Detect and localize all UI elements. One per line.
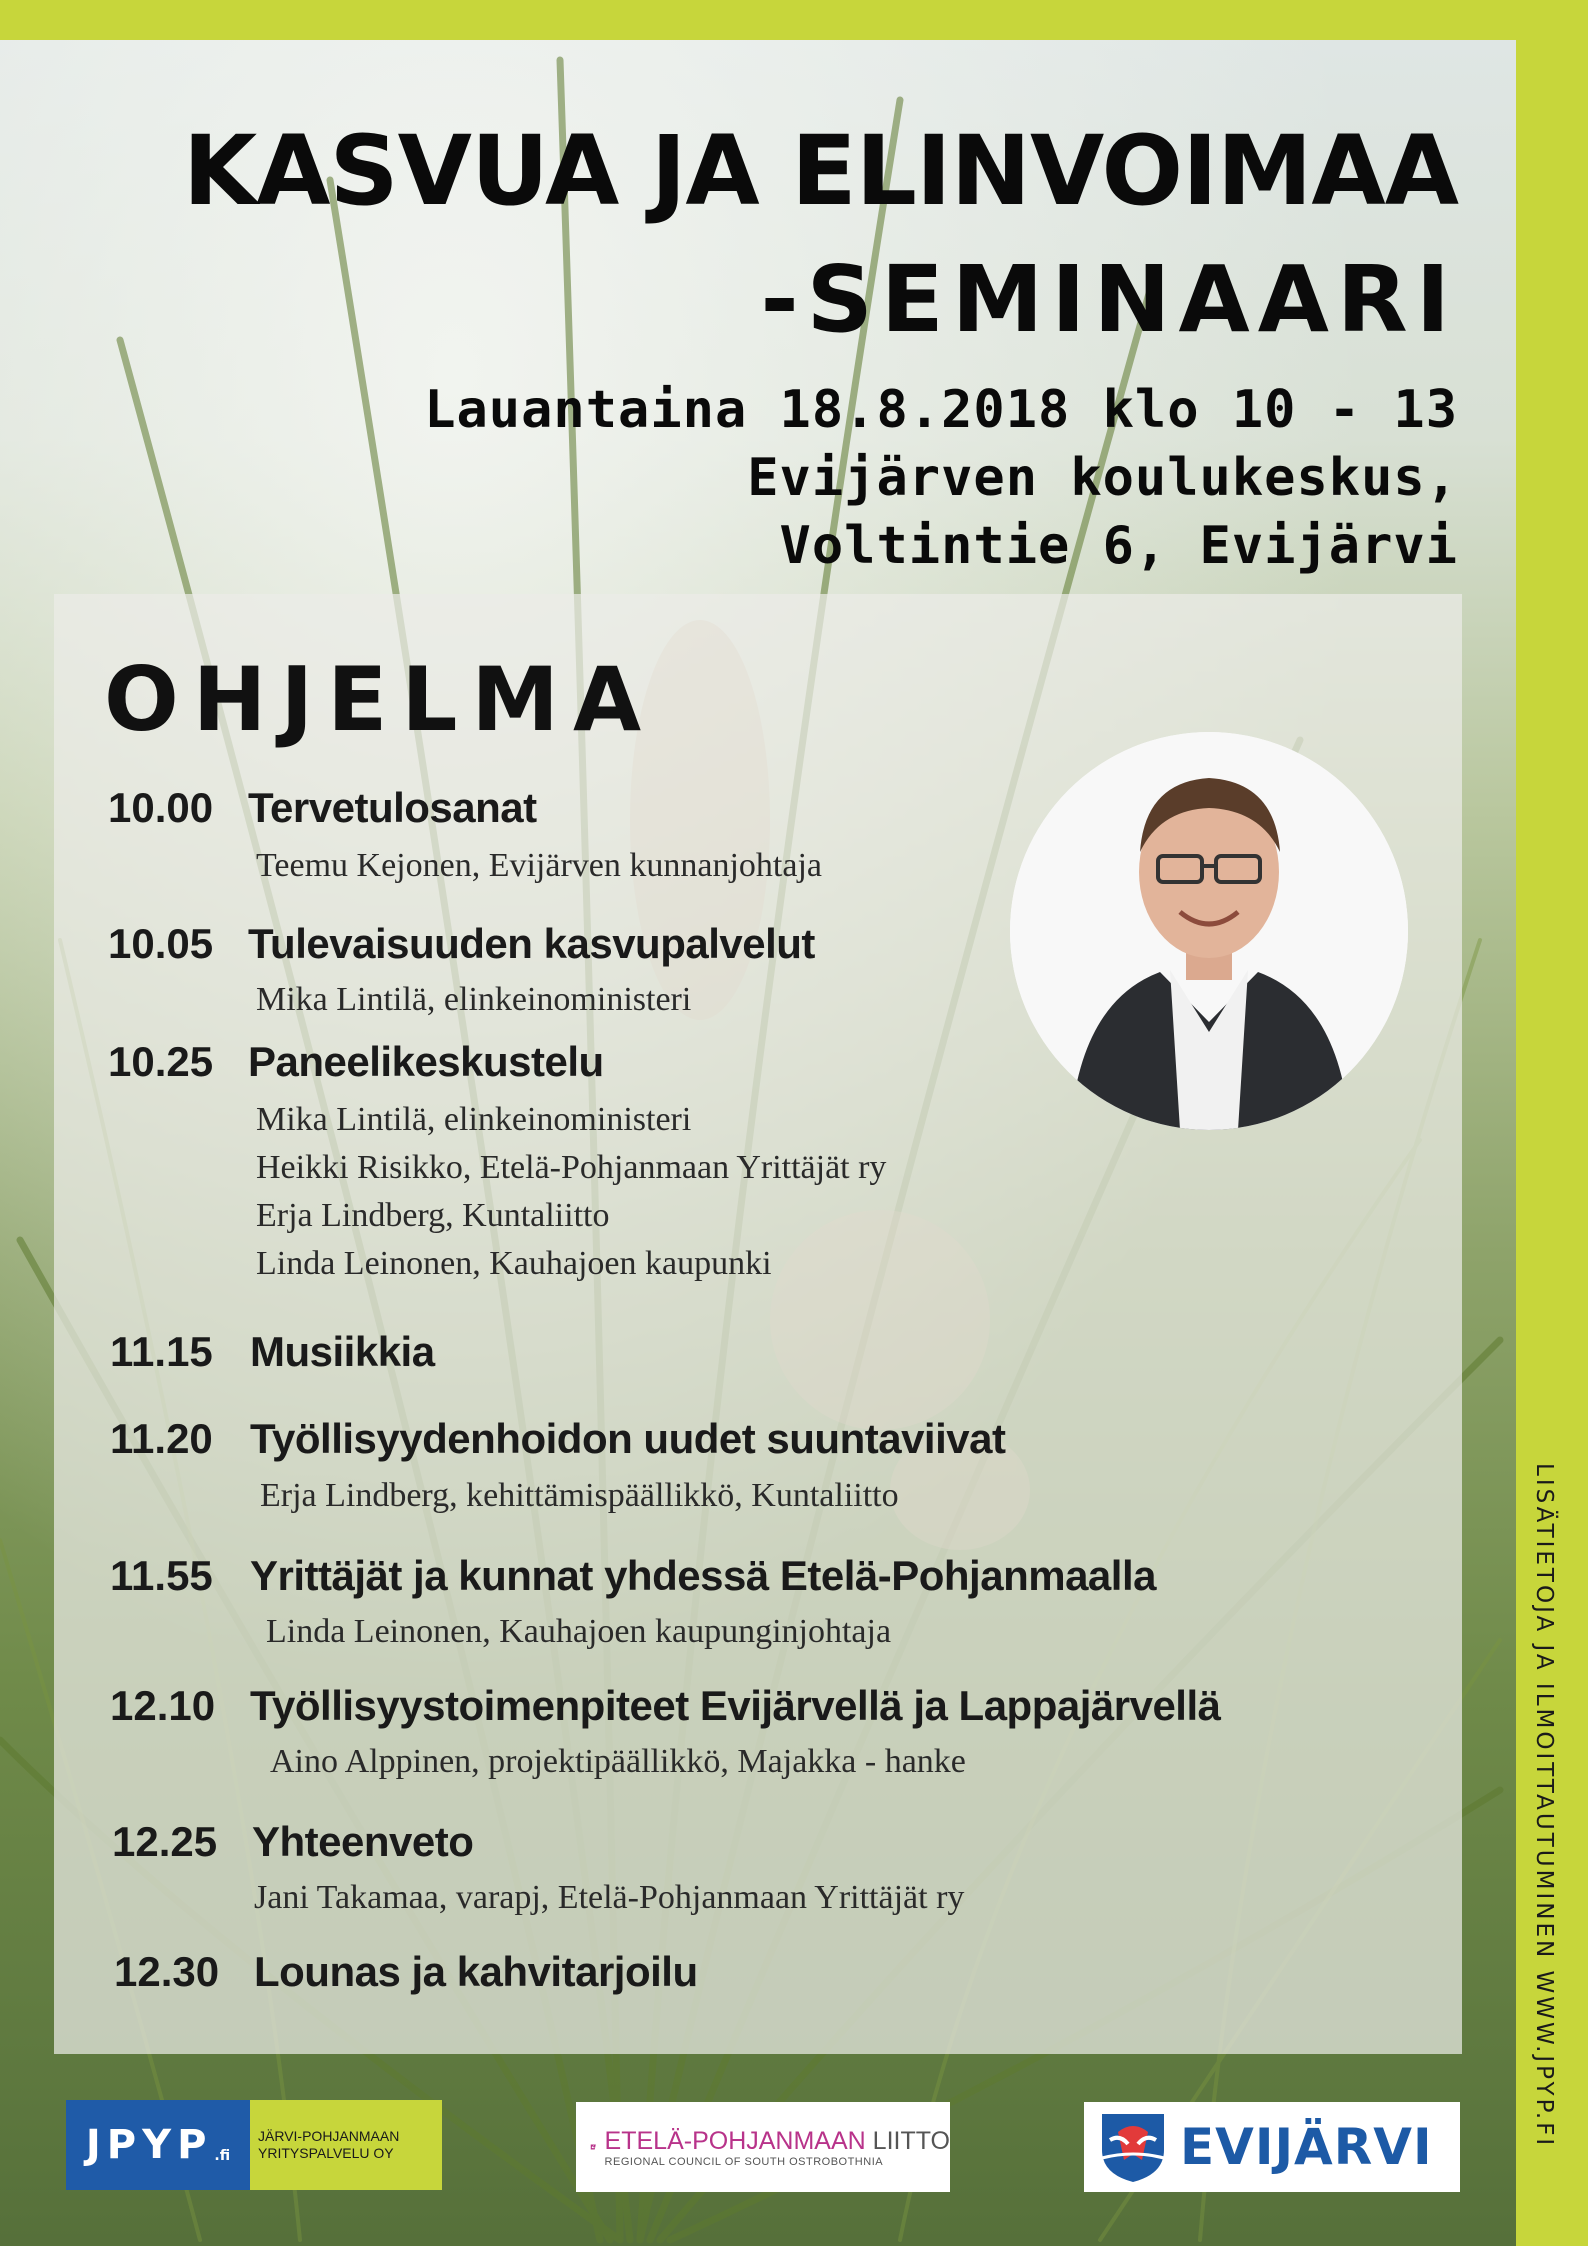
- program-item-title: Lounas ja kahvitarjoilu: [254, 1948, 698, 1995]
- program-item-time: 11.20: [110, 1415, 213, 1462]
- program-item-time: 10.05: [108, 920, 214, 967]
- ep-subtitle: REGIONAL COUNCIL OF SOUTH OSTROBOTHNIA: [604, 2155, 884, 2168]
- event-venue: Evijärven koulukeskus,: [747, 448, 1458, 508]
- program-heading: OHJELMA: [104, 648, 656, 751]
- program-item-speaker: Aino Alppinen, projektipäällikkö, Majakka - hanke: [270, 1743, 966, 1780]
- program-item-title: Yrittäjät ja kunnat yhdessä Etelä-Pohjanmaalla: [250, 1552, 1156, 1599]
- jpyp-logo: [66, 2100, 442, 2190]
- swan-icon: [590, 2112, 597, 2182]
- evijarvi-logo: [1084, 2102, 1460, 2192]
- program-item-title: Tervetulosanat: [248, 784, 537, 831]
- program-item-time: 12.10: [110, 1682, 216, 1729]
- side-info-text: [1531, 1463, 1557, 2163]
- event-subtitle: -SEMINAARI: [760, 246, 1458, 353]
- registration-info: LISÄTIETOJA JA ILMOITTAUTUMINEN WWW.JPYP.FI: [1531, 1463, 1557, 2149]
- program-item-time: 11.55: [110, 1552, 213, 1599]
- program-item-time: 10.25: [108, 1038, 214, 1085]
- ep-name-main: ETELÄ-POHJANMAAN: [604, 2126, 866, 2155]
- program-item-title: Työllisyystoimenpiteet Evijärvellä ja Lappajärvellä: [250, 1682, 1221, 1729]
- event-date: Lauantaina 18.8.2018 klo 10 - 13: [424, 380, 1458, 440]
- program-item-speaker: Mika Lintilä, elinkeinoministeri: [256, 981, 692, 1018]
- jpyp-suffix: .fi: [214, 2148, 231, 2164]
- event-title: KASVUA JA ELINVOIMAA: [182, 115, 1458, 227]
- program-item-speaker: Heikki Risikko, Etelä-Pohjanmaan Yrittäjät ry: [256, 1149, 887, 1186]
- program-item-speaker: Teemu Kejonen, Evijärven kunnanjohtaja: [256, 847, 822, 884]
- program-item-speaker: Erja Lindberg, kehittämispäällikkö, Kuntaliitto: [260, 1477, 899, 1514]
- top-border: [0, 0, 1588, 40]
- program-item-time: 10.00: [108, 784, 214, 831]
- etela-pohjanmaan-liitto-logo: [576, 2102, 950, 2192]
- program-item-time: 12.25: [112, 1818, 218, 1865]
- program-item-speaker: Linda Leinonen, Kauhajoen kaupunki: [256, 1245, 772, 1282]
- ep-name: [605, 2127, 950, 2156]
- program-item-time: 12.30: [114, 1948, 220, 1995]
- jpyp-logo-name: [250, 2100, 442, 2190]
- evijarvi-name: EVIJÄRVI: [1180, 2118, 1433, 2176]
- program-item-speaker: Mika Lintilä, elinkeinoministeri: [256, 1101, 692, 1138]
- program-item-title: Tulevaisuuden kasvupalvelut: [248, 920, 815, 967]
- jpyp-mark-text: JPYP: [85, 2122, 213, 2168]
- jpyp-name-line1: JÄRVI-POHJANMAAN: [258, 2128, 400, 2144]
- program-item-title: Työllisyydenhoidon uudet suuntaviivat: [250, 1415, 1006, 1462]
- event-address: Voltintie 6, Evijärvi: [779, 516, 1458, 576]
- program-item-speaker: Jani Takamaa, varapj, Etelä-Pohjanmaan Yrittäjät ry: [254, 1879, 965, 1916]
- speaker-portrait: [1010, 732, 1408, 1130]
- program-item-title: Yhteenveto: [252, 1818, 474, 1865]
- jpyp-name-line2: YRITYSPALVELU OY: [258, 2145, 394, 2161]
- coat-of-arms-icon: [1098, 2110, 1168, 2184]
- program-item-title: Musiikkia: [250, 1328, 435, 1375]
- ep-name-rest: LIITTO: [865, 2126, 950, 2155]
- program-item-speaker: Linda Leinonen, Kauhajoen kaupunginjohtaja: [266, 1613, 892, 1650]
- program-item-title: Paneelikeskustelu: [248, 1038, 604, 1085]
- program-item-speaker: Erja Lindberg, Kuntaliitto: [256, 1197, 610, 1234]
- jpyp-logo-mark: [66, 2100, 250, 2190]
- program-item-time: 11.15: [110, 1328, 213, 1375]
